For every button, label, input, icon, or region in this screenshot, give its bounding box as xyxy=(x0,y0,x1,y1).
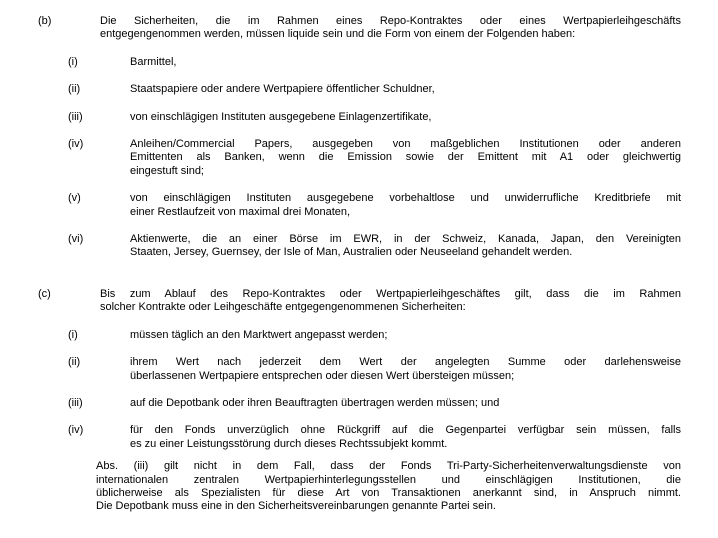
paragraph-line: Staaten, Jersey, Guernsey, der Isle of Man, Australien oder Neuseeland gehandelt werden. xyxy=(130,246,573,259)
list-item-text xyxy=(130,56,681,69)
list-item xyxy=(0,138,718,178)
list-item xyxy=(0,83,718,96)
list-item-marker: (ii) xyxy=(68,83,81,96)
paragraph-line: überlassenen Wertpapiere entsprechen oder diesen Wert übersteigen müssen; xyxy=(130,369,515,382)
list-item xyxy=(0,233,718,260)
list-item-marker: (vi) xyxy=(68,233,84,246)
list-item-text xyxy=(100,15,681,42)
list-item-marker: (iv) xyxy=(68,138,84,151)
paragraph-line: eingestuft sind; xyxy=(130,164,204,177)
paragraph-line: Bis zum Ablauf des Repo-Kontraktes oder Wertpapierleihgeschäftes gilt, dass die im Rahmen xyxy=(100,287,681,300)
paragraph-line: müssen täglich an den Marktwert angepasst werden; xyxy=(130,328,388,341)
paragraph-line: von einschlägigen Instituten ausgegebene Einlagenzertifikate, xyxy=(130,110,432,123)
list-item-marker: (iii) xyxy=(68,396,83,409)
list-item xyxy=(0,111,718,124)
list-item-marker: (c) xyxy=(38,287,51,300)
list-item-text xyxy=(130,397,681,410)
list-item xyxy=(0,15,718,42)
paragraph-line: solcher Kontrakte oder Leihgeschäfte entgegengenommenen Sicherheiten: xyxy=(100,301,466,314)
paragraph-line: ihrem Wert nach jederzeit dem Wert der angelegten Summe oder darlehensweise xyxy=(130,356,681,369)
paragraph-line: Die Depotbank muss eine in den Sicherheitsvereinbarungen genannte Partei sein. xyxy=(96,500,496,513)
list-item-marker: (i) xyxy=(68,55,78,68)
paragraph-line: Emittenten als Banken, wenn die Emission sowie der Emittent mit A1 oder gleichwertig xyxy=(130,151,681,164)
paragraph-line: für den Fonds unverzüglich ohne Rückgriff auf die Gegenpartei verfügbar sein müssen, falls xyxy=(130,424,681,437)
paragraph-line: Barmittel, xyxy=(130,55,177,68)
paragraph-line: internationalen zentralen Wertpapierhinterlegungsstellen und einschlägigen Institutionen, die xyxy=(96,473,681,486)
list-item-marker: (b) xyxy=(38,15,52,27)
list-item-text xyxy=(130,83,681,96)
list-item xyxy=(0,288,718,315)
paragraph-line: es zu einer Leistungsstörung durch dieses Rechtssubjekt kommt. xyxy=(130,437,448,450)
list-item xyxy=(0,356,718,383)
paragraph-line: entgegengenommen werden, müssen liquide sein und die Form von einem der Folgenden haben: xyxy=(100,28,576,41)
list-item xyxy=(0,424,718,451)
list-item xyxy=(0,329,718,342)
list-item-text xyxy=(100,288,681,315)
list-item-marker: (ii) xyxy=(68,356,81,369)
list-item-marker: (v) xyxy=(68,192,81,205)
list-item-marker: (iii) xyxy=(68,110,83,123)
list-item-text xyxy=(130,111,681,124)
list-item xyxy=(0,56,718,69)
paragraph-line: Abs. (iii) gilt nicht in dem Fall, dass der Fonds Tri-Party-Sicherheitenverwaltungsdienste von xyxy=(96,460,681,473)
paragraph-line: üblicherweise als Spezialisten für diese Art von Transaktionen anerkannt sind, in Anspruch nimmt. xyxy=(96,486,681,499)
paragraph-line: auf die Depotbank oder ihren Beauftragten übertragen werden müssen; und xyxy=(130,396,500,409)
clause-list xyxy=(0,15,718,514)
list-item-marker: (i) xyxy=(68,328,78,341)
paragraph-line: von einschlägigen Instituten ausgegebene vorbehaltlose und unwiderrufliche Kreditbriefe mit xyxy=(130,192,681,205)
list-item-marker: (iv) xyxy=(68,424,84,437)
paragraph-line: Staatspapiere oder andere Wertpapiere öffentlicher Schuldner, xyxy=(130,83,435,96)
note-paragraph-text xyxy=(96,460,681,514)
list-item-text xyxy=(130,329,681,342)
list-item-text xyxy=(130,356,681,383)
paragraph-line: Die Sicherheiten, die im Rahmen eines Repo-Kontraktes oder eines Wertpapierleihgeschäfts xyxy=(100,15,681,27)
list-item-text xyxy=(130,233,681,260)
list-item xyxy=(0,192,718,219)
paragraph-line: Anleihen/Commercial Papers, ausgegeben von maßgeblichen Institutionen oder anderen xyxy=(130,138,681,151)
paragraph-line: einer Restlaufzeit von maximal drei Monaten, xyxy=(130,205,351,218)
list-item-text xyxy=(130,424,681,451)
note-paragraph xyxy=(0,460,718,514)
list-item xyxy=(0,397,718,410)
paragraph-line: Aktienwerte, die an einer Börse im EWR, in der Schweiz, Kanada, Japan, den Vereinigten xyxy=(130,233,681,246)
list-item-text xyxy=(130,138,681,178)
list-item-text xyxy=(130,192,681,219)
